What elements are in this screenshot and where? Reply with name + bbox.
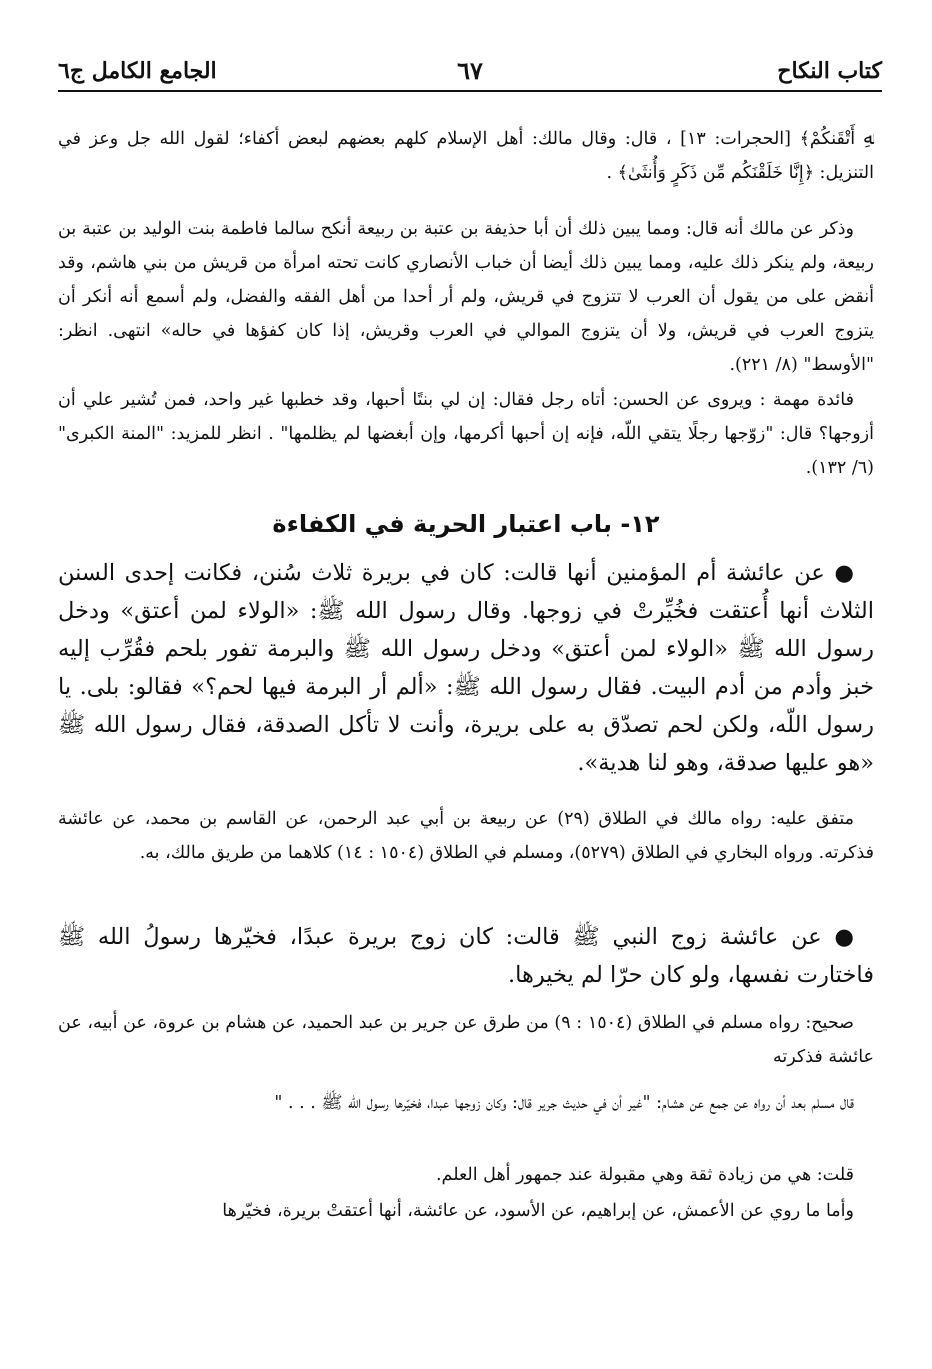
hadith-barira-three-sunnah: ● عن عائشة أم المؤمنين أنها قالت: كان في بريرة ثلاث سُنن، فكانت إحدى السنن الثلاث أنها أُعتقت فخُيِّرتْ في زوجها. وقال رسول الله ﷺ: «الولاء لمن أعتق» ودخل رسول الله ﷺ «الولاء لمن أعتق» ودخل رسول الله ﷺ والبرمة تفور بلحم فقُرِّب إليه خبز وأدم من أدم البيت. فقال رسول الله ﷺ: «ألم أر البرمة فيها لحم؟» فقالو: بلى. يا رسول اللّه، ولكن لحم تصدّق به على بريرة، وأنت لا تأكل الصدقة، فقال رسول الله ﷺ «هو عليها صدقة، وهو لنا هدية». bbox=[58, 560, 874, 776]
book-title: الجامع الكامل ج٦ bbox=[58, 58, 217, 84]
page-body bbox=[58, 122, 874, 1234]
paragraph-important-note: فائدة مهمة : ويروى عن الحسن: أتاه رجل فقال: إن لي بنتًا أحبها، وقد خطبها غير واحد، فمن تُشير علي أن أزوجها؟ قال: "زوّجها رجلًا يتقي اللّه، فإنه إن أحبها أكرمها، وإن أبغضها لم يظلمها" . انظر للمزيد: "المنة الكبرى" (٦/ ١٣٢). bbox=[58, 390, 874, 478]
page-number: ٦٧ bbox=[457, 56, 483, 85]
chapter-title: ١٢- باب اعتبار الحرية في الكفاءة bbox=[272, 510, 660, 538]
paragraph-author-remark: قلت: هي من زيادة ثقة وهي مقبولة عند جمهور أهل العلم. bbox=[435, 1165, 854, 1185]
takhrij-sahih-muslim: صحيح: رواه مسلم في الطلاق (١٥٠٤ : ٩) من طرق عن جرير بن عبد الحميد، عن هشام بن عروة، عن أبيه، عن عائشة فذكرته bbox=[58, 1013, 874, 1067]
paragraph-verse-quote: ﷲِ أَتْقَنكُمْ﴾ [الحجرات: ١٣] ، قال: وقال مالك: أهل الإسلام كلهم بعضهم لبعض أكفاء؛ لقول الله جل وعز في التنزيل: ﴿إِنَّا خَلَقْنَكُم مِّن ذَكَرٍ وَأُنثَىٰ﴾ . bbox=[58, 129, 874, 183]
paragraph-malik-saying: وذكر عن مالك أنه قال: ومما يبين ذلك أن أبا حذيفة بن عتبة بن ربيعة أنكح سالما فاطمة بنت الوليد بن عتبة بن ربيعة، ولم ينكر ذلك عليه، ومما يبين ذلك أيضا أن خباب الأنصاري كانت تحته امرأة من قريش من بني هاشم، وقد أنقض على من يقول أن العرب لا تتزوج في قريش، ولم أر أحدا من أهل الفقه والفضل، ولم أسمع أنه أنكر أن يتزوج العرب في قريش، ولا أن يتزوج الموالي في العرب وقريش، إذا كان كفؤها في حاله» انتهى. انظر: "الأوسط" (٨/ ٢٢١). bbox=[58, 219, 874, 375]
paragraph-amash-narration: وأما ما روي عن الأعمش، عن إبراهيم، عن الأسود، عن عائشة، أنها أعتقتْ بريرة، فخيّرها bbox=[222, 1201, 854, 1221]
hadith-barira-husband-slave: ● عن عائشة زوج النبي ﷺ قالت: كان زوج بريرة عبدًا، فخيّرها رسولُ الله ﷺ فاختارت نفسها، ولو كان حرّا لم يخيرها. bbox=[58, 924, 874, 988]
takhrij-muttafaq-alayh: متفق عليه: رواه مالك في الطلاق (٢٩) عن ربيعة بن أبي عبد الرحمن، عن القاسم بن محمد، عن عائشة فذكرته. ورواه البخاري في الطلاق (٥٢٧٩)، ومسلم في الطلاق (١٥٠٤ : ١٤) كلاهما من طريق مالك، به. bbox=[58, 809, 874, 863]
paragraph-muslim-comment: قال مسلم بعد أن رواه عن جمع عن هشام: "غير أن في حديث جرير قال: وكان زوجها عبدا، فخيّرها رسول الله ﷺ . . . " bbox=[274, 1093, 854, 1113]
book-section-title: كتاب النكاح bbox=[777, 58, 882, 84]
page-header bbox=[58, 50, 882, 92]
